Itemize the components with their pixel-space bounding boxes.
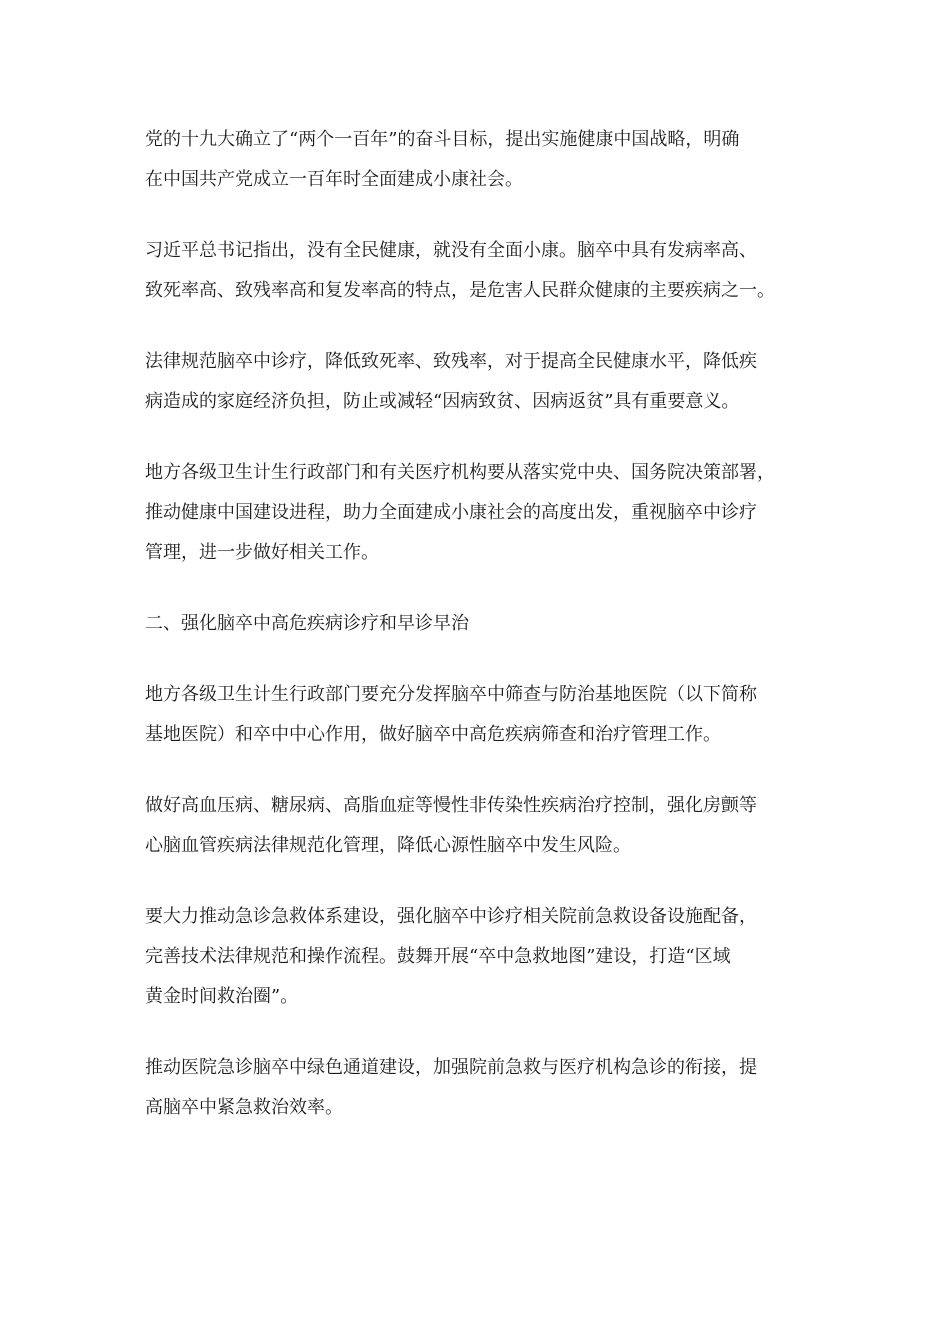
- paragraph-4: 地方各级卫生计生行政部门和有关医疗机构要从落实党中央、国务院决策部署， 推动健康中国建设进程，助力全面建成小康社会的高度出发，重视脑卒中诊疗 管理，进一步做好相关工作。: [145, 462, 775, 563]
- paragraph-3: 法律规范脑卒中诊疗，降低致死率、致残率，对于提高全民健康水平，降低疾 病造成的家庭经济负担，防止或减轻“因病致贫、因病返贫”具有重要意义。: [145, 351, 757, 412]
- paragraph-7: 要大力推动急诊急救体系建设，强化脑卒中诊疗相关院前急救设备设施配备， 完善技术法律规范和操作流程。鼓舞开展“卒中急救地图”建设，打造“区域 黄金时间救治圈”。: [145, 906, 757, 1007]
- section-heading: 二、强化脑卒中高危疾病诊疗和早诊早治: [145, 613, 469, 634]
- paragraph-5: 地方各级卫生计生行政部门要充分发挥脑卒中筛查与防治基地医院（以下简称 基地医院）和卒中中心作用，做好脑卒中高危疾病筛查和治疗管理工作。: [145, 684, 757, 745]
- paragraph-6: 做好高血压病、糖尿病、高脂血症等慢性非传染性疾病治疗控制，强化房颤等 心脑血管疾病法律规范化管理，降低心源性脑卒中发生风险。: [145, 795, 757, 856]
- paragraph-1: 党的十九大确立了“两个一百年”的奋斗目标，提出实施健康中国战略，明确 在中国共产党成立一百年时全面建成小康社会。: [145, 129, 740, 190]
- paragraph-8: 推动医院急诊脑卒中绿色通道建设，加强院前急救与医疗机构急诊的衔接，提 高脑卒中紧急救治效率。: [145, 1057, 757, 1118]
- paragraph-2: 习近平总书记指出，没有全民健康，就没有全面小康。脑卒中具有发病率高、 致死率高、致残率高和复发率高的特点，是危害人民群众健康的主要疾病之一。: [145, 240, 775, 301]
- document-body: [145, 120, 815, 1159]
